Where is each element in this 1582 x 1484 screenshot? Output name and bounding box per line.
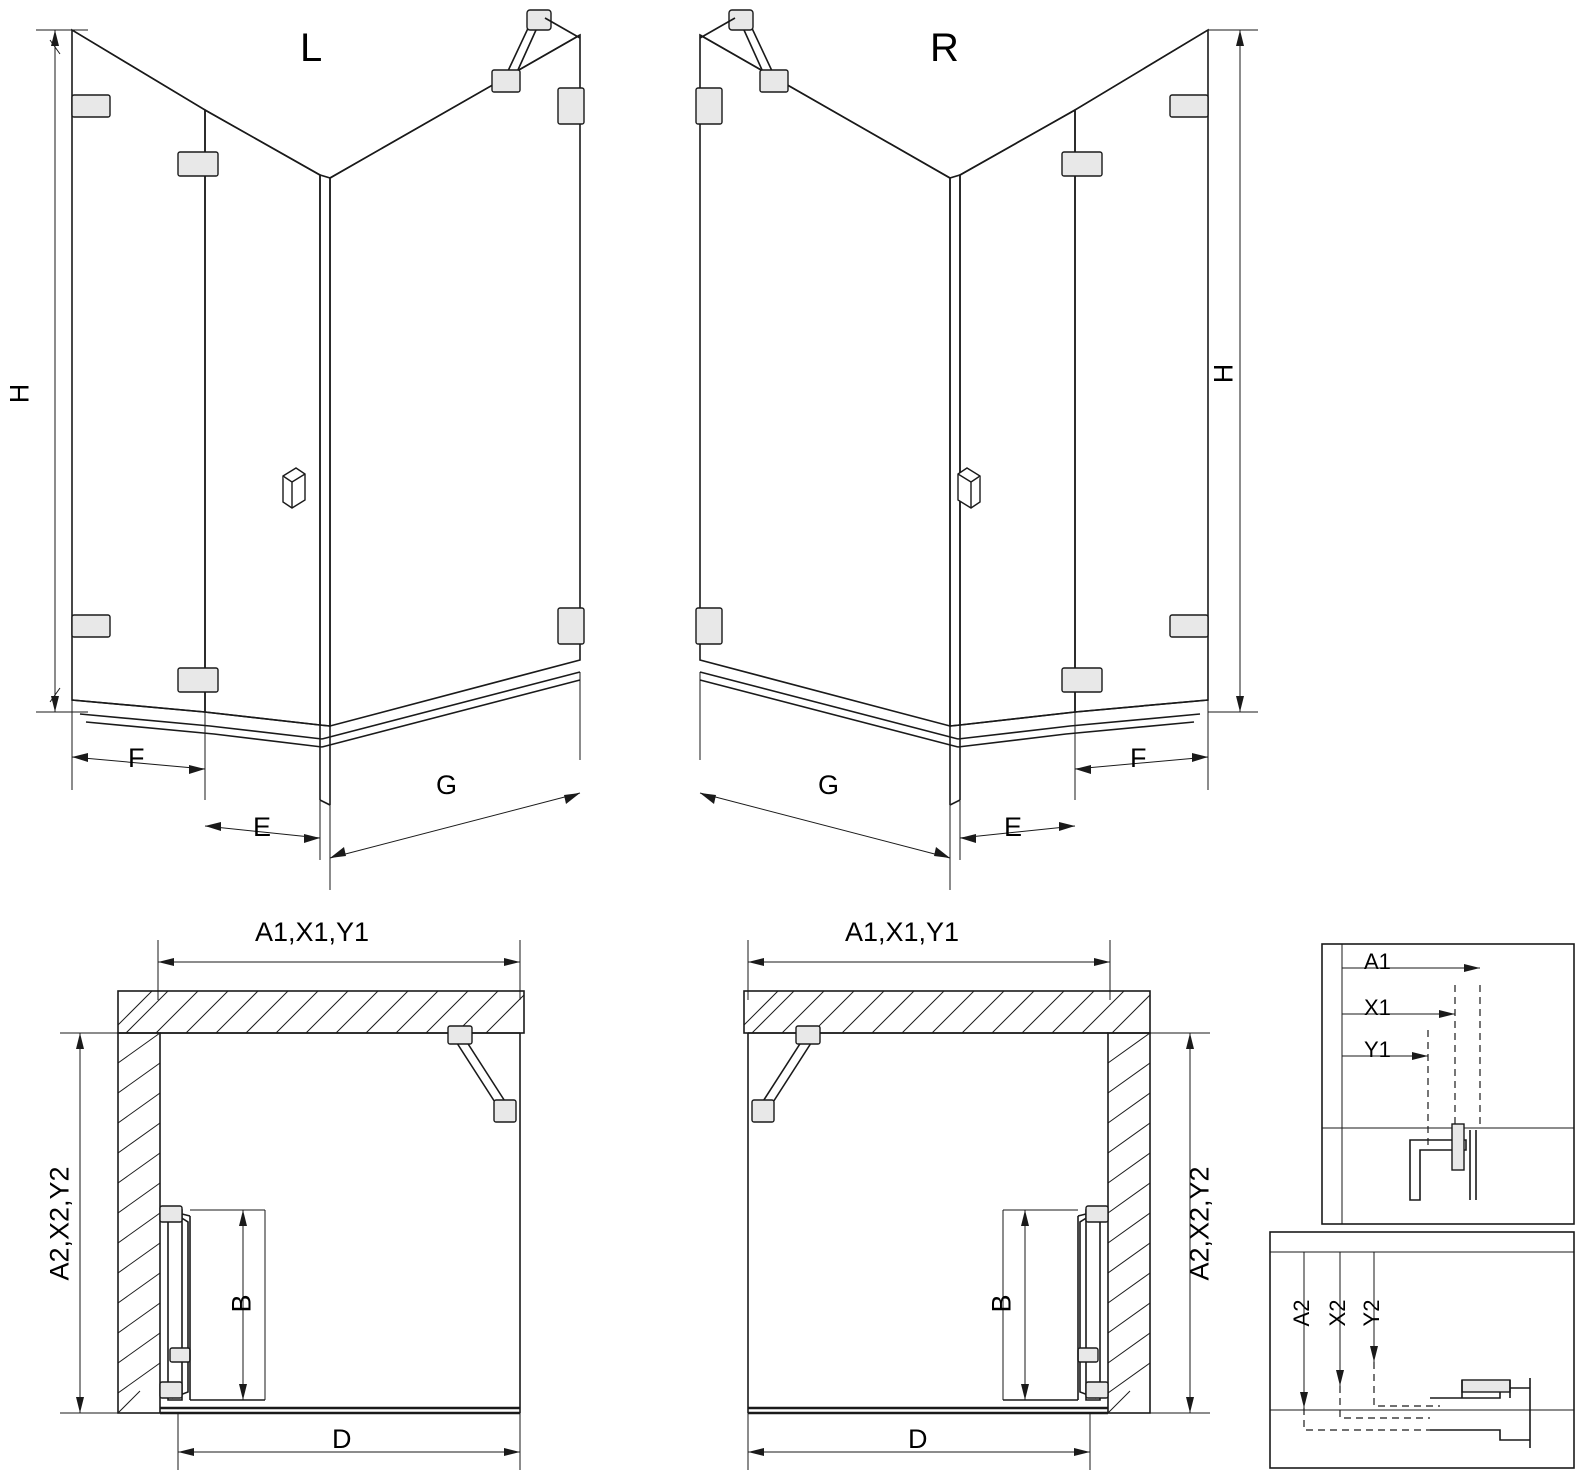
iso-right-dim-f: F [1130,743,1147,773]
iso-right-dim-e: E [1004,812,1023,842]
iso-left-dim-f: F [128,743,145,773]
iso-left-dim-e: E [253,812,272,842]
iso-left-view [36,10,584,890]
iso-right-dim-g: G [818,770,840,800]
plan-right-bottom-dim: D [908,1424,928,1454]
detail-dim-a1: A1 [1364,949,1391,974]
detail-dim-x1: X1 [1364,995,1391,1020]
plan-right-top-dim: A1,X1,Y1 [845,917,960,947]
detail-dim-a2: A2 [1289,1299,1314,1327]
iso-right-height-label: H [1208,363,1239,384]
plan-right-side-dim: A2,X2,Y2 [1184,1166,1215,1281]
iso-left-title: L [300,26,323,70]
iso-left-height-label: H [4,383,35,404]
iso-left-dim-g: G [436,770,458,800]
detail-dim-y2: Y2 [1359,1299,1384,1327]
detail-top-view [1322,944,1574,1224]
iso-right-view [696,10,1258,890]
plan-right-view [744,940,1210,1470]
detail-dim-x2: X2 [1325,1299,1350,1327]
plan-left-top-dim: A1,X1,Y1 [255,917,370,947]
plan-left-side-dim: A2,X2,Y2 [44,1166,75,1281]
detail-dim-y1: Y1 [1364,1037,1391,1062]
iso-right-title: R [930,26,959,70]
plan-right-door-dim: B [986,1294,1017,1313]
plan-left-bottom-dim: D [332,1424,352,1454]
plan-left-door-dim: B [226,1294,257,1313]
detail-bottom-view [1270,1232,1574,1468]
plan-left-view [60,940,524,1470]
